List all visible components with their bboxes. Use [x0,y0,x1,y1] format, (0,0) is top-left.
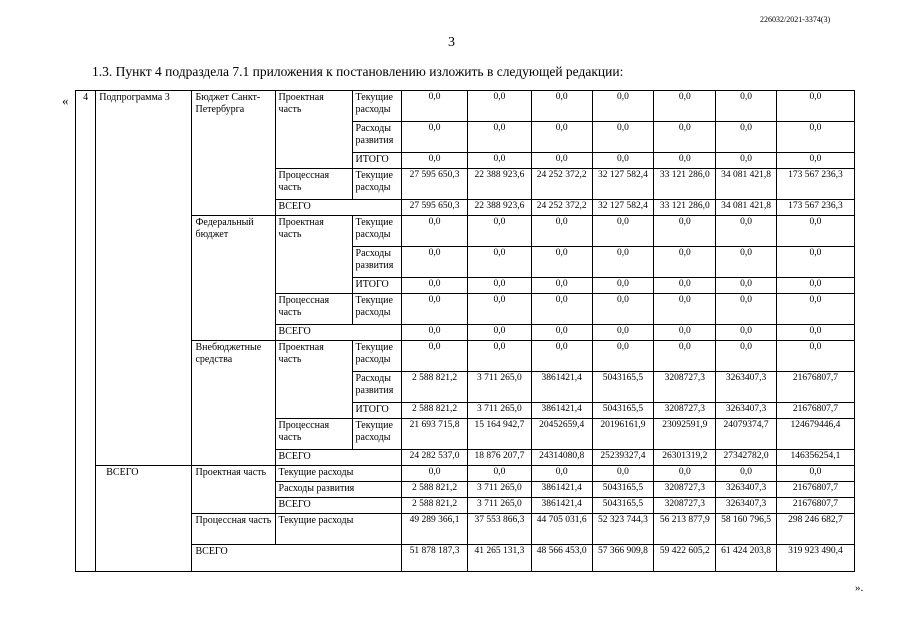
value-cell: 0,0 [776,294,854,325]
value-cell: 298 246 682,7 [776,514,854,545]
value-cell: 0,0 [716,247,777,278]
value-cell: 0,0 [654,153,716,169]
value-cell: 0,0 [468,122,532,153]
value-cell: 0,0 [402,91,468,122]
value-cell: 21676807,7 [776,372,854,403]
value-cell: 0,0 [716,122,777,153]
value-cell: 3861421,4 [531,482,592,498]
value-cell: 0,0 [776,91,854,122]
source-ext-cell: Внебюджетные средства [192,341,275,466]
value-cell: 25239327,4 [592,450,654,466]
value-cell: 3 711 265,0 [468,372,532,403]
value-cell: 51 878 187,3 [402,545,468,572]
spb-proj-cur-label: Текущие расходы [352,91,402,122]
value-cell: 61 424 203,8 [716,545,777,572]
fed-vsego-label: ВСЕГО [275,325,402,341]
value-cell: 3208727,3 [654,498,716,514]
value-cell: 0,0 [776,216,854,247]
value-cell: 21676807,7 [776,482,854,498]
total-proj-cur-label: Текущие расходы [275,466,402,482]
row-number-cell: 4 [76,91,96,572]
value-cell: 0,0 [776,466,854,482]
spb-proc-cur-label: Текущие расходы [352,169,402,200]
budget-table [75,90,855,572]
value-cell: 37 553 866,3 [468,514,532,545]
value-cell: 0,0 [402,466,468,482]
value-cell: 34 081 421,8 [716,169,777,200]
value-cell: 0,0 [716,216,777,247]
value-cell: 2 588 821,2 [402,498,468,514]
ext-proc-cur-label: Текущие расходы [352,419,402,450]
value-cell: 0,0 [468,247,532,278]
program-name-cell: Подпрограмма 3 [96,91,192,466]
total-proj-dev-label: Расходы развития [275,482,402,498]
value-cell: 0,0 [468,341,532,372]
value-cell: 0,0 [776,325,854,341]
value-cell: 44 705 031,6 [531,514,592,545]
value-cell: 0,0 [468,466,532,482]
spb-proj-itogo-label: ИТОГО [352,153,402,169]
value-cell: 0,0 [402,341,468,372]
value-cell: 0,0 [402,325,468,341]
value-cell: 34 081 421,8 [716,200,777,216]
ext-proj-dev-label: Расходы развития [352,372,402,403]
value-cell: 5043165,5 [592,482,654,498]
value-cell: 0,0 [592,122,654,153]
value-cell: 146356254,1 [776,450,854,466]
total-proj-label: Проектная часть [192,466,275,514]
document-number: 226032/2021-3374(3) [760,15,831,24]
value-cell: 0,0 [716,341,777,372]
value-cell: 24 252 372,2 [531,200,592,216]
closing-quote: ». [855,582,864,594]
value-cell: 22 388 923,6 [468,200,532,216]
value-cell: 0,0 [592,216,654,247]
value-cell: 3861421,4 [531,498,592,514]
value-cell: 0,0 [402,247,468,278]
ext-proc-label: Процессная часть [275,419,352,450]
value-cell: 15 164 942,7 [468,419,532,450]
fed-proc-label: Процессная часть [275,294,352,325]
value-cell: 32 127 582,4 [592,200,654,216]
value-cell: 0,0 [716,294,777,325]
value-cell: 20196161,9 [592,419,654,450]
value-cell: 173 567 236,3 [776,169,854,200]
value-cell: 49 289 366,1 [402,514,468,545]
value-cell: 124679446,4 [776,419,854,450]
value-cell: 0,0 [654,466,716,482]
fed-proc-cur-label: Текущие расходы [352,294,402,325]
value-cell: 27342782,0 [716,450,777,466]
value-cell: 23092591,9 [654,419,716,450]
page-number: 3 [448,35,455,50]
value-cell: 0,0 [654,294,716,325]
value-cell: 2 588 821,2 [402,482,468,498]
value-cell: 41 265 131,3 [468,545,532,572]
value-cell: 58 160 796,5 [716,514,777,545]
value-cell: 0,0 [592,247,654,278]
value-cell: 26301319,2 [654,450,716,466]
value-cell: 3 711 265,0 [468,482,532,498]
value-cell: 20452659,4 [531,419,592,450]
value-cell: 0,0 [468,216,532,247]
ext-proj-itogo-label: ИТОГО [352,403,402,419]
value-cell: 5043165,5 [592,498,654,514]
value-cell: 21 693 715,8 [402,419,468,450]
value-cell: 0,0 [654,325,716,341]
value-cell: 27 595 650,3 [402,200,468,216]
value-cell: 24 282 537,0 [402,450,468,466]
value-cell: 5043165,5 [592,372,654,403]
value-cell: 3861421,4 [531,372,592,403]
fed-proj-dev-label: Расходы развития [352,247,402,278]
value-cell: 0,0 [531,278,592,294]
intro-paragraph: 1.3. Пункт 4 подраздела 7.1 приложения к постановлению изложить в следующей редакции: [92,64,624,79]
value-cell: 0,0 [531,216,592,247]
value-cell: 0,0 [531,341,592,372]
value-cell: 0,0 [716,325,777,341]
fed-proj-label: Проектная часть [275,216,352,294]
value-cell: 0,0 [592,91,654,122]
value-cell: 24314080,8 [531,450,592,466]
value-cell: 3208727,3 [654,482,716,498]
value-cell: 0,0 [654,278,716,294]
value-cell: 0,0 [468,325,532,341]
value-cell: 3 711 265,0 [468,403,532,419]
value-cell: 3263407,3 [716,482,777,498]
value-cell: 0,0 [531,466,592,482]
value-cell: 24 252 372,2 [531,169,592,200]
grand-vsego-label: ВСЕГО [192,545,402,572]
value-cell: 0,0 [592,466,654,482]
value-cell: 59 422 605,2 [654,545,716,572]
value-cell: 52 323 744,3 [592,514,654,545]
spb-proj-label: Проектная часть [275,91,352,169]
value-cell: 0,0 [402,153,468,169]
ext-proj-cur-label: Текущие расходы [352,341,402,372]
value-cell: 3208727,3 [654,372,716,403]
value-cell: 32 127 582,4 [592,169,654,200]
value-cell: 21676807,7 [776,498,854,514]
source-fed-cell: Федеральный бюджет [192,216,275,341]
value-cell: 0,0 [531,91,592,122]
grand-total-label: ВСЕГО [96,466,192,572]
value-cell: 0,0 [776,122,854,153]
value-cell: 21676807,7 [776,403,854,419]
value-cell: 24079374,7 [716,419,777,450]
value-cell: 0,0 [468,153,532,169]
value-cell: 22 388 923,6 [468,169,532,200]
value-cell: 173 567 236,3 [776,200,854,216]
value-cell: 3 711 265,0 [468,498,532,514]
value-cell: 0,0 [654,122,716,153]
value-cell: 0,0 [531,247,592,278]
source-spb-cell: Бюджет Санкт-Петербурга [192,91,275,216]
ext-proj-label: Проектная часть [275,341,352,419]
value-cell: 2 588 821,2 [402,403,468,419]
value-cell: 0,0 [531,325,592,341]
ext-vsego-label: ВСЕГО [275,450,402,466]
value-cell: 0,0 [592,294,654,325]
value-cell: 0,0 [776,278,854,294]
value-cell: 33 121 286,0 [654,200,716,216]
fed-proj-itogo-label: ИТОГО [352,278,402,294]
value-cell: 0,0 [592,325,654,341]
spb-vsego-label: ВСЕГО [275,200,402,216]
value-cell: 0,0 [468,91,532,122]
total-proc-cur-label: Текущие расходы [275,514,402,545]
spb-proj-dev-label: Расходы развития [352,122,402,153]
fed-proj-cur-label: Текущие расходы [352,216,402,247]
value-cell: 0,0 [402,278,468,294]
value-cell: 319 923 490,4 [776,545,854,572]
value-cell: 0,0 [654,91,716,122]
value-cell: 27 595 650,3 [402,169,468,200]
value-cell: 0,0 [654,341,716,372]
total-proj-vsego-label: ВСЕГО [275,498,402,514]
spb-proc-label: Процессная часть [275,169,352,200]
value-cell: 2 588 821,2 [402,372,468,403]
value-cell: 0,0 [592,278,654,294]
value-cell: 0,0 [654,247,716,278]
value-cell: 0,0 [716,91,777,122]
value-cell: 0,0 [592,341,654,372]
value-cell: 3208727,3 [654,403,716,419]
value-cell: 0,0 [776,153,854,169]
value-cell: 0,0 [402,294,468,325]
value-cell: 3263407,3 [716,403,777,419]
value-cell: 0,0 [776,341,854,372]
value-cell: 57 366 909,8 [592,545,654,572]
opening-quote: « [62,93,69,108]
value-cell: 0,0 [402,216,468,247]
value-cell: 3263407,3 [716,372,777,403]
value-cell: 0,0 [402,122,468,153]
value-cell: 18 876 207,7 [468,450,532,466]
value-cell: 48 566 453,0 [531,545,592,572]
value-cell: 0,0 [654,216,716,247]
value-cell: 0,0 [468,278,532,294]
value-cell: 3263407,3 [716,498,777,514]
value-cell: 5043165,5 [592,403,654,419]
value-cell: 0,0 [531,122,592,153]
value-cell: 56 213 877,9 [654,514,716,545]
value-cell: 0,0 [716,278,777,294]
value-cell: 0,0 [531,294,592,325]
value-cell: 0,0 [716,153,777,169]
value-cell: 3861421,4 [531,403,592,419]
value-cell: 0,0 [716,466,777,482]
value-cell: 0,0 [468,294,532,325]
value-cell: 0,0 [776,247,854,278]
value-cell: 0,0 [531,153,592,169]
value-cell: 0,0 [592,153,654,169]
value-cell: 33 121 286,0 [654,169,716,200]
total-proc-label: Процессная часть [192,514,275,545]
